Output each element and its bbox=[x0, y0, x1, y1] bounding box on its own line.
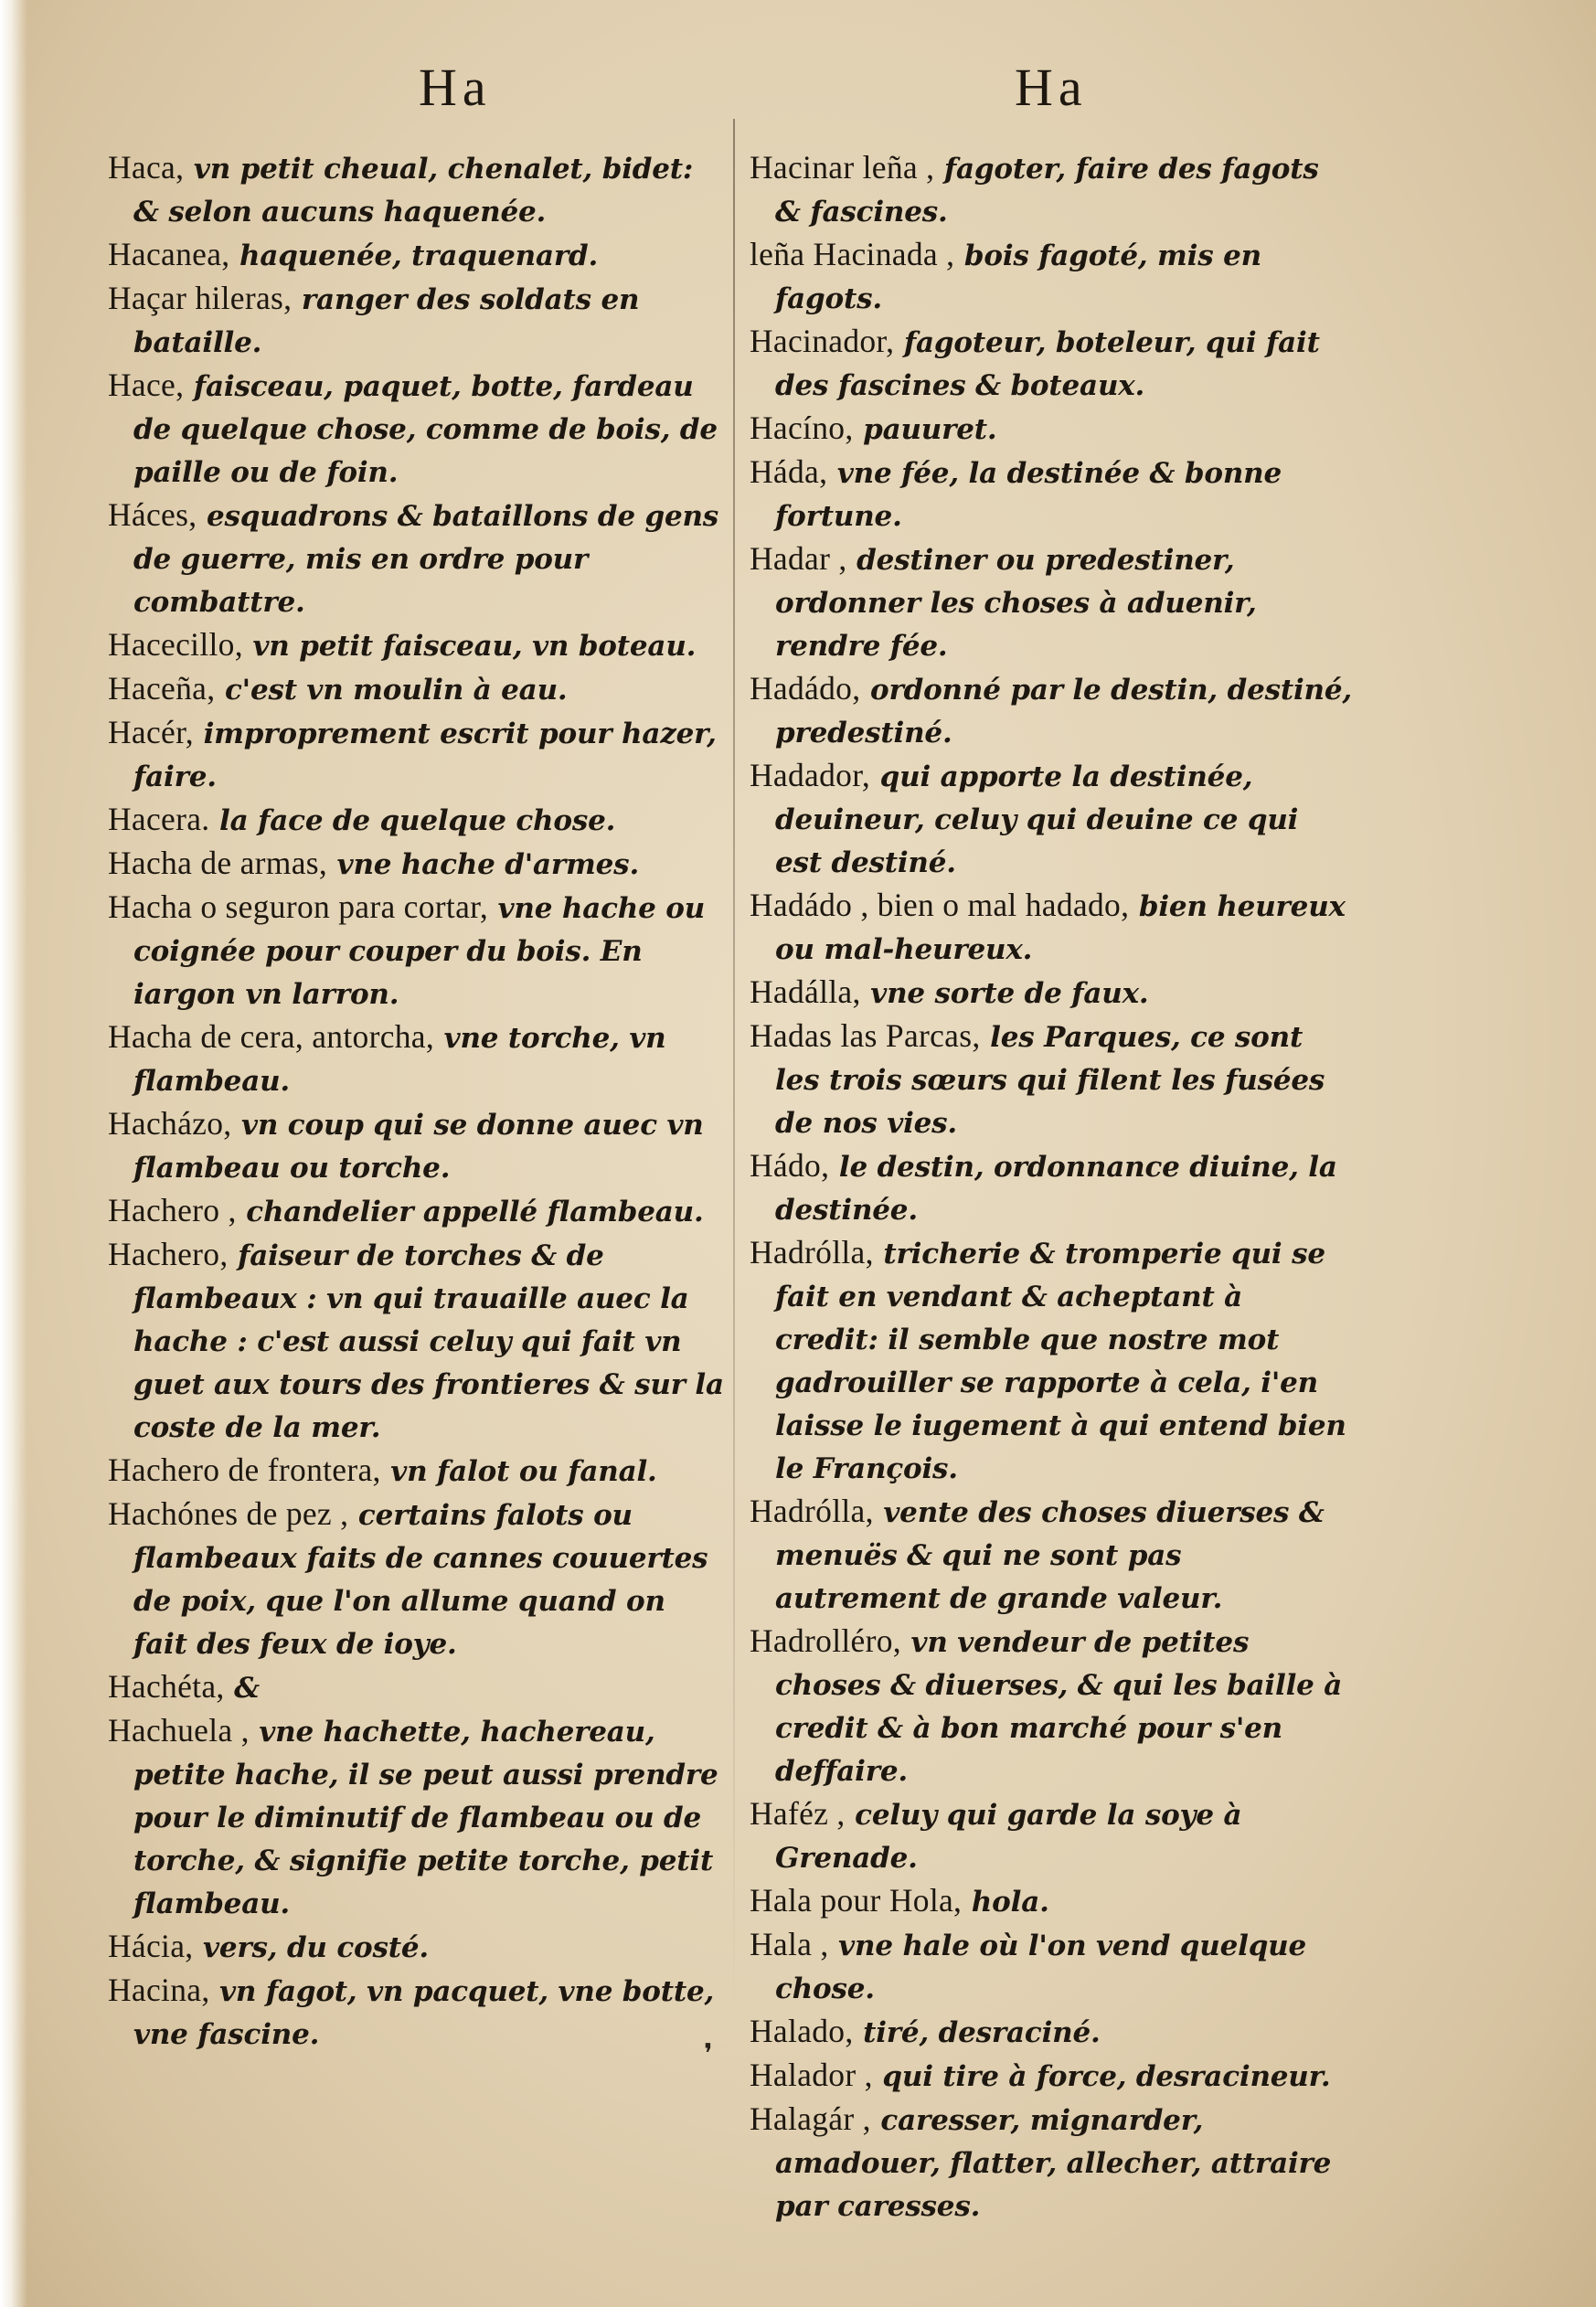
entry-headword: Hádo, bbox=[750, 1147, 830, 1184]
entry-definition: bien heureux ou mal-heureux. bbox=[775, 890, 1346, 966]
entry-definition: la face de quelque chose. bbox=[209, 804, 616, 837]
entry-headword: Hachero , bbox=[108, 1192, 237, 1228]
entry-definition: hola. bbox=[962, 1886, 1049, 1919]
entry-definition: vn petit cheual, chenalet, bidet: & selon aucuns haquenée. bbox=[133, 153, 694, 229]
entry-headword: leña Hacinada , bbox=[750, 236, 955, 272]
dictionary-entry bbox=[750, 320, 1353, 407]
dictionary-entry bbox=[108, 1925, 724, 1969]
entry-headword: Hacinador, bbox=[750, 323, 895, 359]
entry-definition: chandelier appellé flambeau. bbox=[236, 1196, 704, 1228]
entry-definition: fagoter, faire des fagots & fascines. bbox=[775, 153, 1319, 229]
dictionary-entry bbox=[750, 146, 1353, 233]
entry-definition: le destin, ordonnance diuine, la destinée. bbox=[775, 1151, 1337, 1227]
entry-headword: Haca, bbox=[108, 149, 185, 186]
entry-headword: Hadrólla, bbox=[750, 1493, 874, 1529]
dictionary-entry bbox=[108, 886, 724, 1015]
entry-headword: Hacha de cera, antorcha, bbox=[108, 1018, 435, 1055]
dictionary-entry bbox=[750, 2054, 1353, 2098]
signature-mark: ❜ bbox=[704, 2038, 713, 2070]
dictionary-entry bbox=[750, 2098, 1353, 2227]
page-binding-edge bbox=[0, 0, 27, 2307]
entry-headword: Halagár , bbox=[750, 2100, 871, 2137]
entry-headword: Hacha de armas, bbox=[108, 845, 328, 881]
entry-definition: vne torche, vn flambeau. bbox=[133, 1022, 666, 1098]
dictionary-entry bbox=[108, 277, 724, 364]
dictionary-entry bbox=[750, 1620, 1353, 1792]
dictionary-entry bbox=[108, 1233, 724, 1449]
entry-definition: vne sorte de faux. bbox=[860, 977, 1149, 1010]
entry-headword: Haceña, bbox=[108, 670, 216, 707]
dictionary-entry bbox=[108, 364, 724, 494]
entry-headword: Hachéta, bbox=[108, 1668, 225, 1705]
entry-headword: Haféz , bbox=[750, 1795, 846, 1832]
dictionary-entry bbox=[108, 1189, 724, 1233]
entry-headword: Hala pour Hola, bbox=[750, 1882, 963, 1919]
entry-headword: Háces, bbox=[108, 496, 197, 533]
entry-definition: vne fée, la destinée & bonne fortune. bbox=[775, 457, 1282, 533]
entry-definition: vers, du costé. bbox=[193, 1931, 429, 1964]
entry-definition: certains falots ou flambeaux faits de cannes couuertes de poix, que l'on allume quand on fait des feux de ioye. bbox=[133, 1499, 708, 1661]
left-column bbox=[108, 146, 724, 2056]
entry-headword: Hadador, bbox=[750, 757, 871, 793]
entry-headword: Hacér, bbox=[108, 714, 194, 750]
dictionary-entry bbox=[750, 754, 1353, 884]
entry-headword: Hacházo, bbox=[108, 1105, 232, 1142]
entry-definition: vne hale où l'on vend quelque chose. bbox=[775, 1930, 1307, 2005]
entry-headword: Hadádo , bien o mal hadado, bbox=[750, 887, 1130, 923]
entry-headword: Hachero, bbox=[108, 1236, 229, 1272]
dictionary-entry bbox=[108, 842, 724, 886]
dictionary-entry bbox=[108, 1969, 724, 2056]
entry-definition: fagoteur, boteleur, qui fait des fascines & boteaux. bbox=[775, 326, 1320, 402]
entry-definition: ranger des soldats en bataille. bbox=[133, 283, 640, 359]
entry-headword: Hácia, bbox=[108, 1928, 194, 1964]
entry-headword: Hachero de frontera, bbox=[108, 1451, 381, 1488]
entry-headword: Hachuela , bbox=[108, 1712, 250, 1749]
entry-definition: esquadrons & bataillons de gens de guerre, mis en ordre pour combattre. bbox=[133, 500, 719, 619]
entry-headword: Haçar hileras, bbox=[108, 280, 293, 316]
entry-headword: Hadádo, bbox=[750, 670, 861, 707]
dictionary-entry bbox=[750, 233, 1353, 320]
entry-headword: Halador , bbox=[750, 2057, 873, 2093]
dictionary-entry bbox=[750, 1144, 1353, 1231]
entry-headword: Hala , bbox=[750, 1926, 829, 1962]
entry-definition: vn fagot, vn pacquet, vne botte, vne fascine. bbox=[133, 1975, 715, 2051]
entry-definition: & bbox=[224, 1672, 260, 1705]
entry-definition: c'est vn moulin à eau. bbox=[215, 674, 568, 707]
entry-definition: celuy qui garde la soye à Grenade. bbox=[775, 1799, 1242, 1875]
entry-definition: vne hache ou coignée pour couper du bois. En iargon vn larron. bbox=[133, 892, 706, 1011]
dictionary-entry bbox=[108, 1665, 724, 1709]
dictionary-entry bbox=[750, 537, 1353, 667]
entry-definition: improprement escrit pour hazer, faire. bbox=[133, 718, 717, 793]
dictionary-entry bbox=[108, 494, 724, 623]
entry-headword: Halado, bbox=[750, 2013, 854, 2049]
dictionary-entry bbox=[750, 971, 1353, 1015]
entry-definition: destiner ou predestiner, ordonner les choses à aduenir, rendre fée. bbox=[775, 544, 1257, 663]
entry-headword: Hacinar leña , bbox=[750, 149, 935, 186]
entry-headword: Háda, bbox=[750, 453, 828, 490]
dictionary-entry bbox=[750, 667, 1353, 754]
dictionary-entry bbox=[750, 1923, 1353, 2010]
entry-headword: Hacíno, bbox=[750, 409, 854, 446]
dictionary-entry bbox=[108, 1102, 724, 1189]
entry-definition: vne hachette, hachereau, petite hache, il se peut aussi prendre pour le diminutif de flambeau ou de torche, & signifie petite torche, petit flambeau. bbox=[133, 1716, 718, 1920]
dictionary-entry bbox=[750, 1879, 1353, 1923]
dictionary-entry bbox=[108, 711, 724, 798]
entry-headword: Hadálla, bbox=[750, 973, 861, 1010]
dictionary-entry bbox=[108, 623, 724, 667]
entry-definition: tiré, desraciné. bbox=[853, 2016, 1101, 2049]
entry-headword: Hacecillo, bbox=[108, 626, 243, 663]
entry-definition: vn coup qui se donne auec vn flambeau ou torche. bbox=[133, 1109, 704, 1185]
dictionary-entry bbox=[750, 1490, 1353, 1620]
entry-definition: les Parques, ce sont les trois sœurs qui filent les fusées de nos vies. bbox=[775, 1021, 1325, 1140]
entry-headword: Hacera. bbox=[108, 801, 210, 837]
dictionary-entry bbox=[108, 146, 724, 233]
column-divider bbox=[733, 119, 735, 2020]
dictionary-entry bbox=[108, 1449, 724, 1493]
entry-headword: Hadar , bbox=[750, 540, 847, 577]
dictionary-entry bbox=[750, 1231, 1353, 1490]
entry-definition: bois fagoté, mis en fagots. bbox=[775, 239, 1261, 315]
entry-headword: Hacina, bbox=[108, 1972, 210, 2008]
dictionary-entry bbox=[108, 1493, 724, 1665]
dictionary-entry bbox=[750, 2010, 1353, 2054]
entry-definition: vne hache d'armes. bbox=[327, 848, 640, 881]
right-column bbox=[750, 146, 1353, 2227]
entry-headword: Hadrolléro, bbox=[750, 1622, 901, 1659]
entry-definition: haquenée, traquenard. bbox=[229, 239, 599, 272]
dictionary-entry bbox=[750, 407, 1353, 451]
entry-definition: pauuret. bbox=[853, 413, 997, 446]
entry-definition: vn falot ou fanal. bbox=[380, 1455, 657, 1488]
entry-definition: qui tire à force, desracineur. bbox=[872, 2060, 1331, 2093]
entry-definition: qui apporte la destinée, deuineur, celuy qui deuine ce qui est destiné. bbox=[775, 760, 1299, 879]
dictionary-entry bbox=[108, 1709, 724, 1925]
dictionary-entry bbox=[750, 1792, 1353, 1879]
entry-headword: Hace, bbox=[108, 367, 185, 403]
entry-headword: Hadrólla, bbox=[750, 1234, 874, 1270]
entry-headword: Hacha o seguron para cortar, bbox=[108, 888, 489, 925]
entry-definition: caresser, mignarder, amadouer, flatter, allecher, attraire par caresses. bbox=[775, 2104, 1332, 2223]
entry-definition: ordonné par le destin, destiné, predestiné. bbox=[775, 674, 1352, 750]
entry-headword: Hachónes de pez , bbox=[108, 1495, 349, 1532]
dictionary-entry bbox=[108, 667, 724, 711]
running-head-left: Ha bbox=[419, 58, 492, 117]
dictionary-entry bbox=[108, 233, 724, 277]
dictionary-entry bbox=[750, 1015, 1353, 1144]
dictionary-entry bbox=[750, 451, 1353, 537]
dictionary-entry bbox=[750, 884, 1353, 971]
dictionary-entry bbox=[108, 798, 724, 842]
entry-definition: vente des choses diuerses & menuës & qui ne sont pas autrement de grande valeur. bbox=[775, 1496, 1325, 1615]
entry-headword: Hadas las Parcas, bbox=[750, 1017, 981, 1054]
running-head-right: Ha bbox=[1015, 58, 1088, 117]
dictionary-entry bbox=[108, 1015, 724, 1102]
entry-definition: vn petit faisceau, vn boteau. bbox=[242, 630, 697, 663]
entry-definition: faiseur de torches & de flambeaux : vn qui trauaille auec la hache : c'est aussi celuy qui fait vn guet aux tours des frontieres & sur la coste de la mer. bbox=[133, 1239, 724, 1444]
entry-definition: vn vendeur de petites choses & diuerses, & qui les baille à credit & à bon marché pour s'en deffaire. bbox=[775, 1626, 1343, 1788]
entry-definition: faisceau, paquet, botte, fardeau de quelque chose, comme de bois, de paille ou de foin. bbox=[133, 370, 718, 489]
entry-headword: Hacanea, bbox=[108, 236, 230, 272]
entry-definition: tricherie & tromperie qui se fait en vendant & acheptant à credit: il semble que nostre mot gadrouiller se rapporte à cela, i'en laisse le iugement à qui entend bien le François. bbox=[775, 1238, 1346, 1485]
